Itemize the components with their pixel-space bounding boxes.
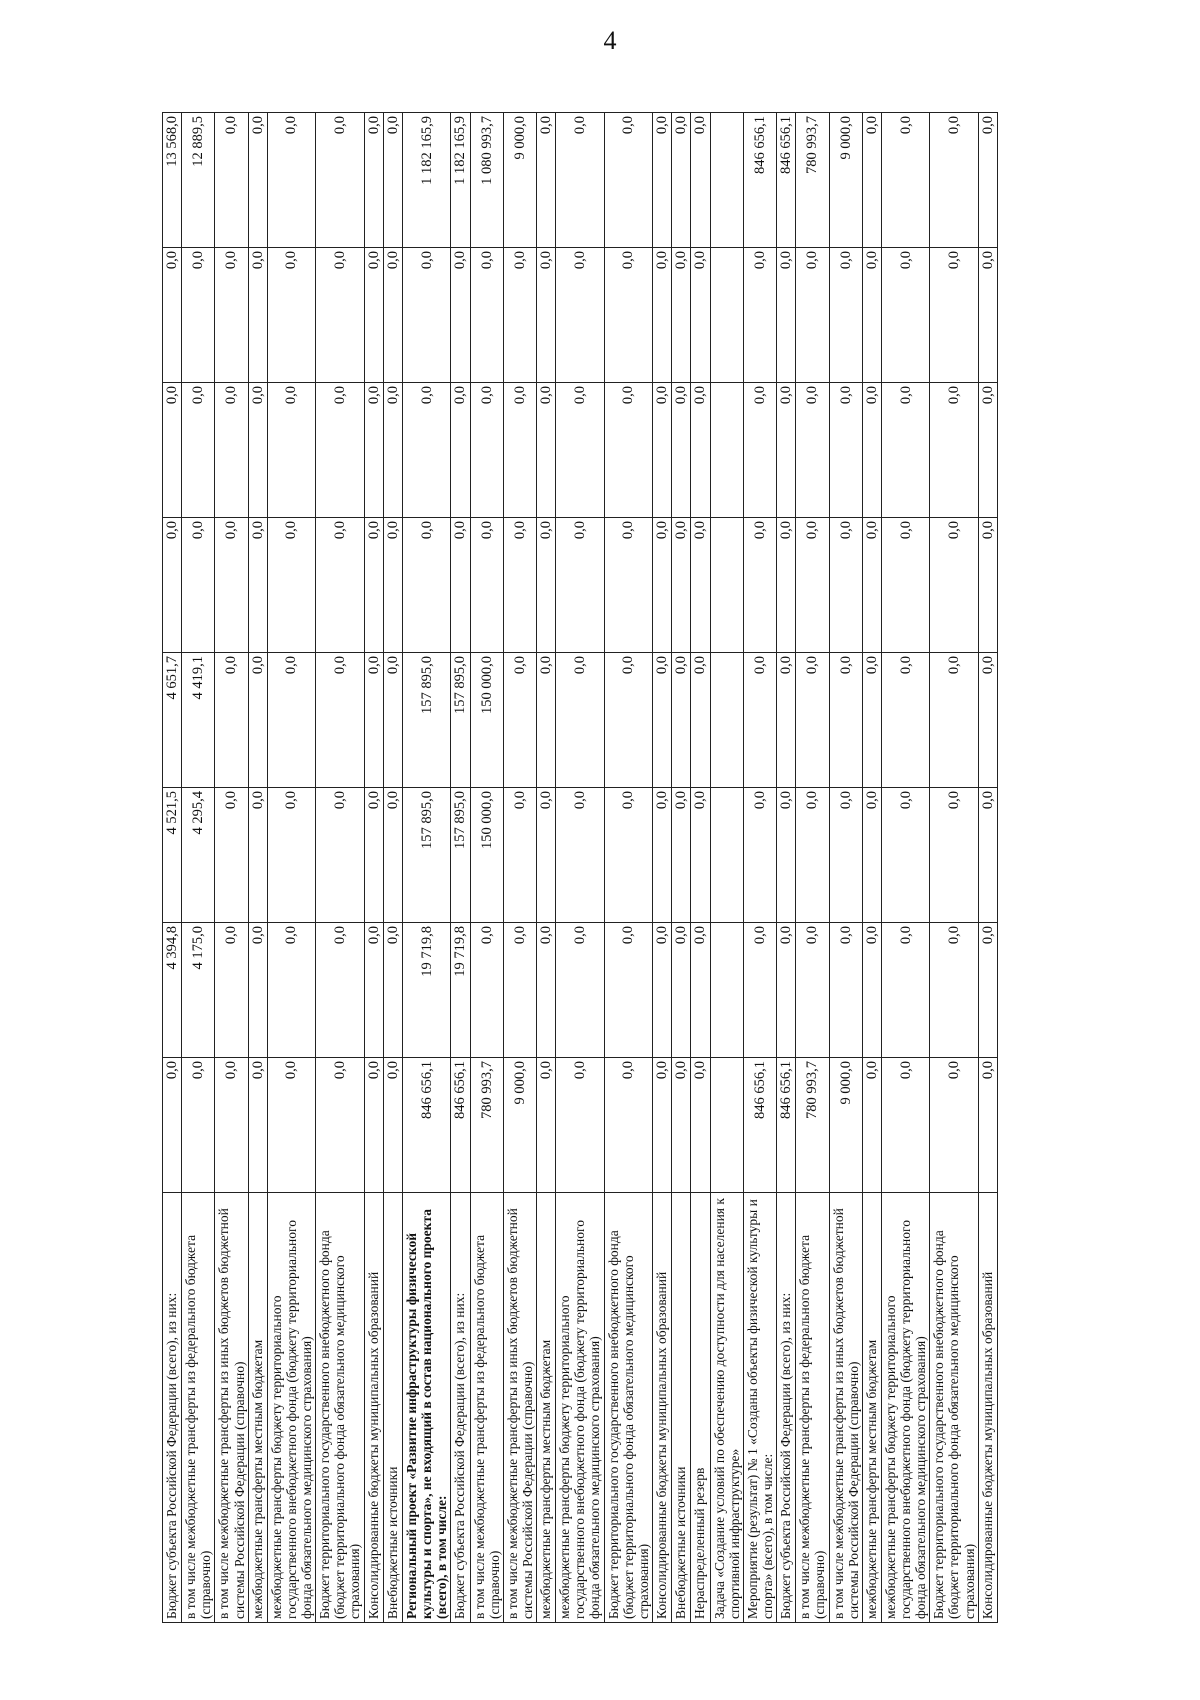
value-cell: 0,0	[364, 1058, 383, 1193]
value-cell: 0,0	[364, 788, 383, 923]
value-cell: 0,0	[182, 1058, 215, 1193]
value-cell	[710, 248, 743, 383]
value-cell: 0,0	[503, 923, 536, 1058]
row-label: межбюджетные трансферты местным бюджетам	[248, 1193, 267, 1623]
value-cell: 0,0	[215, 923, 248, 1058]
value-cell: 0,0	[215, 113, 248, 248]
row-label: Внебюджетные источники	[672, 1193, 691, 1623]
value-cell: 0,0	[215, 653, 248, 788]
table-row	[710, 113, 743, 1623]
value-cell: 0,0	[248, 923, 267, 1058]
value-cell: 0,0	[743, 248, 776, 383]
value-cell: 0,0	[604, 788, 652, 923]
value-cell: 0,0	[604, 383, 652, 518]
row-label: Региональный проект «Развитие инфраструктуры физической культуры и спорта», не входящий в состав национального проекта (всего), в том числе:	[403, 1193, 451, 1623]
value-cell: 0,0	[316, 383, 364, 518]
value-cell: 0,0	[652, 653, 671, 788]
value-cell: 0,0	[215, 1058, 248, 1193]
value-cell: 0,0	[537, 113, 556, 248]
value-cell: 0,0	[267, 383, 315, 518]
value-cell: 0,0	[364, 383, 383, 518]
value-cell: 0,0	[777, 518, 796, 653]
value-cell: 0,0	[163, 383, 182, 518]
value-cell: 0,0	[556, 113, 604, 248]
table-row	[672, 113, 691, 1623]
value-cell: 0,0	[691, 518, 710, 653]
value-cell	[710, 518, 743, 653]
value-cell: 0,0	[451, 518, 470, 653]
value-cell: 0,0	[796, 653, 829, 788]
value-cell: 0,0	[777, 788, 796, 923]
value-cell: 0,0	[862, 113, 881, 248]
value-cell: 0,0	[248, 383, 267, 518]
value-cell: 0,0	[777, 653, 796, 788]
table-row	[930, 113, 978, 1623]
value-cell: 0,0	[182, 383, 215, 518]
value-cell: 0,0	[930, 248, 978, 383]
value-cell: 0,0	[604, 923, 652, 1058]
table-row	[503, 113, 536, 1623]
value-cell: 0,0	[215, 248, 248, 383]
value-cell: 0,0	[364, 518, 383, 653]
value-cell	[710, 653, 743, 788]
value-cell: 0,0	[881, 248, 929, 383]
value-cell: 0,0	[829, 653, 862, 788]
value-cell: 780 993,7	[796, 113, 829, 248]
value-cell: 0,0	[691, 923, 710, 1058]
table-row	[862, 113, 881, 1623]
value-cell: 0,0	[862, 923, 881, 1058]
table-row	[267, 113, 315, 1623]
table-row	[537, 113, 556, 1623]
page-number: 4	[603, 26, 617, 55]
row-label: Мероприятие (результат) № 1 «Созданы объекты физической культуры и спорта» (всего), в том числе:	[743, 1193, 776, 1623]
value-cell: 0,0	[470, 518, 503, 653]
value-cell: 0,0	[215, 788, 248, 923]
value-cell: 0,0	[383, 248, 402, 383]
value-cell: 0,0	[862, 248, 881, 383]
row-label: в том числе межбюджетные трансферты из федерального бюджета (справочно)	[182, 1193, 215, 1623]
value-cell: 0,0	[470, 923, 503, 1058]
value-cell: 0,0	[403, 518, 451, 653]
row-label: в том числе межбюджетные трансферты из иных бюджетов бюджетной системы Российской Федерации (справочно)	[829, 1193, 862, 1623]
value-cell: 0,0	[248, 113, 267, 248]
value-cell: 4 295,4	[182, 788, 215, 923]
value-cell: 0,0	[403, 248, 451, 383]
value-cell: 0,0	[672, 1058, 691, 1193]
row-label: Внебюджетные источники	[383, 1193, 402, 1623]
row-label: в том числе межбюджетные трансферты из иных бюджетов бюджетной системы Российской Федерации (справочно)	[215, 1193, 248, 1623]
table-row	[364, 113, 383, 1623]
value-cell: 846 656,1	[743, 113, 776, 248]
value-cell: 12 889,5	[182, 113, 215, 248]
value-cell: 0,0	[537, 923, 556, 1058]
value-cell: 0,0	[451, 383, 470, 518]
value-cell: 0,0	[862, 653, 881, 788]
value-cell: 0,0	[672, 923, 691, 1058]
value-cell: 157 895,0	[403, 788, 451, 923]
value-cell: 4 394,8	[163, 923, 182, 1058]
value-cell: 0,0	[777, 923, 796, 1058]
row-label: Бюджет субъекта Российской Федерации (всего), из них:	[451, 1193, 470, 1623]
value-cell: 0,0	[652, 1058, 671, 1193]
value-cell: 0,0	[604, 518, 652, 653]
value-cell: 19 719,8	[451, 923, 470, 1058]
value-cell: 0,0	[672, 248, 691, 383]
table-row	[604, 113, 652, 1623]
value-cell: 9 000,0	[829, 1058, 862, 1193]
value-cell: 0,0	[652, 248, 671, 383]
value-cell: 0,0	[267, 923, 315, 1058]
value-cell: 0,0	[267, 113, 315, 248]
value-cell: 780 993,7	[470, 1058, 503, 1193]
value-cell: 9 000,0	[829, 113, 862, 248]
value-cell: 9 000,0	[503, 1058, 536, 1193]
value-cell: 0,0	[383, 518, 402, 653]
value-cell: 0,0	[930, 653, 978, 788]
value-cell: 0,0	[862, 518, 881, 653]
table-container	[162, 113, 1200, 1619]
value-cell: 0,0	[930, 923, 978, 1058]
value-cell: 0,0	[777, 383, 796, 518]
table-row	[248, 113, 267, 1623]
value-cell: 0,0	[930, 518, 978, 653]
value-cell: 0,0	[503, 653, 536, 788]
value-cell: 0,0	[743, 383, 776, 518]
budget-table	[162, 112, 998, 1623]
value-cell: 0,0	[248, 518, 267, 653]
value-cell: 4 651,7	[163, 653, 182, 788]
value-cell: 0,0	[556, 248, 604, 383]
value-cell: 0,0	[930, 113, 978, 248]
value-cell: 846 656,1	[743, 1058, 776, 1193]
value-cell: 0,0	[796, 923, 829, 1058]
value-cell: 0,0	[691, 1058, 710, 1193]
value-cell: 0,0	[862, 383, 881, 518]
value-cell: 0,0	[829, 383, 862, 518]
value-cell: 0,0	[978, 248, 997, 383]
value-cell: 0,0	[796, 248, 829, 383]
value-cell: 0,0	[316, 923, 364, 1058]
table-row	[215, 113, 248, 1623]
value-cell: 0,0	[503, 788, 536, 923]
value-cell: 0,0	[364, 248, 383, 383]
value-cell	[710, 923, 743, 1058]
value-cell: 157 895,0	[451, 788, 470, 923]
value-cell: 0,0	[267, 1058, 315, 1193]
value-cell: 0,0	[829, 518, 862, 653]
value-cell: 0,0	[364, 113, 383, 248]
table-row	[691, 113, 710, 1623]
row-label: Бюджет субъекта Российской Федерации (всего), из них:	[163, 1193, 182, 1623]
value-cell: 0,0	[978, 788, 997, 923]
value-cell: 0,0	[829, 923, 862, 1058]
value-cell	[710, 788, 743, 923]
value-cell: 0,0	[556, 518, 604, 653]
value-cell: 0,0	[672, 383, 691, 518]
value-cell: 0,0	[978, 383, 997, 518]
value-cell: 0,0	[691, 113, 710, 248]
table-row	[470, 113, 503, 1623]
value-cell: 0,0	[383, 923, 402, 1058]
table-row	[163, 113, 182, 1623]
value-cell: 846 656,1	[777, 1058, 796, 1193]
value-cell: 0,0	[743, 653, 776, 788]
value-cell: 0,0	[604, 653, 652, 788]
row-label: Консолидированные бюджеты муниципальных образований	[652, 1193, 671, 1623]
value-cell: 846 656,1	[403, 1058, 451, 1193]
value-cell: 0,0	[537, 248, 556, 383]
value-cell: 0,0	[652, 518, 671, 653]
value-cell: 0,0	[829, 788, 862, 923]
value-cell: 0,0	[556, 788, 604, 923]
value-cell: 0,0	[267, 248, 315, 383]
value-cell: 0,0	[537, 383, 556, 518]
value-cell: 0,0	[556, 1058, 604, 1193]
value-cell: 4 175,0	[182, 923, 215, 1058]
value-cell: 0,0	[978, 518, 997, 653]
value-cell: 0,0	[383, 113, 402, 248]
value-cell: 4 521,5	[163, 788, 182, 923]
value-cell: 0,0	[796, 383, 829, 518]
value-cell: 0,0	[163, 518, 182, 653]
value-cell: 0,0	[796, 518, 829, 653]
row-label: Консолидированные бюджеты муниципальных образований	[978, 1193, 997, 1623]
value-cell: 0,0	[267, 518, 315, 653]
value-cell: 0,0	[672, 653, 691, 788]
table-row	[881, 113, 929, 1623]
value-cell: 0,0	[604, 248, 652, 383]
value-cell: 0,0	[451, 248, 470, 383]
value-cell: 0,0	[881, 113, 929, 248]
value-cell: 0,0	[182, 248, 215, 383]
value-cell: 0,0	[862, 1058, 881, 1193]
value-cell: 0,0	[248, 1058, 267, 1193]
value-cell: 0,0	[316, 653, 364, 788]
table-row	[743, 113, 776, 1623]
table-row	[652, 113, 671, 1623]
table-row	[556, 113, 604, 1623]
table-body	[163, 113, 998, 1623]
table-row	[796, 113, 829, 1623]
value-cell: 0,0	[881, 923, 929, 1058]
value-cell: 0,0	[743, 788, 776, 923]
value-cell	[710, 383, 743, 518]
table-row	[829, 113, 862, 1623]
value-cell: 0,0	[267, 653, 315, 788]
row-label: межбюджетные трансферты местным бюджетам	[537, 1193, 556, 1623]
value-cell: 0,0	[383, 788, 402, 923]
value-cell: 0,0	[930, 1058, 978, 1193]
row-label: межбюджетные трансферты бюджету территориального государственного внебюджетного фонда (бюджету территориального фонда обязательного медицинского страхования)	[556, 1193, 604, 1623]
table-row	[182, 113, 215, 1623]
value-cell: 0,0	[316, 518, 364, 653]
value-cell: 0,0	[881, 518, 929, 653]
row-label: межбюджетные трансферты бюджету территориального государственного внебюджетного фонда (бюджету территориального фонда обязательного медицинского страхования)	[267, 1193, 315, 1623]
value-cell: 0,0	[470, 383, 503, 518]
row-label: Бюджет территориального государственного внебюджетного фонда (бюджет территориального фонда обязательного медицинского страхования)	[316, 1193, 364, 1623]
value-cell: 846 656,1	[451, 1058, 470, 1193]
value-cell: 0,0	[881, 788, 929, 923]
value-cell: 0,0	[248, 788, 267, 923]
row-label: Нераспределенный резерв	[691, 1193, 710, 1623]
value-cell: 0,0	[743, 518, 776, 653]
value-cell: 0,0	[556, 923, 604, 1058]
value-cell: 0,0	[691, 788, 710, 923]
value-cell: 0,0	[796, 788, 829, 923]
row-label: Бюджет субъекта Российской Федерации (всего), из них:	[777, 1193, 796, 1623]
rotated-table-area	[162, 113, 1200, 1623]
value-cell: 0,0	[556, 653, 604, 788]
row-label: межбюджетные трансферты местным бюджетам	[862, 1193, 881, 1623]
value-cell: 0,0	[556, 383, 604, 518]
value-cell: 0,0	[403, 383, 451, 518]
value-cell: 0,0	[829, 248, 862, 383]
value-cell: 0,0	[691, 383, 710, 518]
value-cell: 0,0	[881, 653, 929, 788]
value-cell: 0,0	[503, 518, 536, 653]
value-cell: 0,0	[978, 923, 997, 1058]
value-cell: 0,0	[978, 1058, 997, 1193]
value-cell: 0,0	[503, 248, 536, 383]
value-cell: 0,0	[383, 383, 402, 518]
value-cell: 0,0	[862, 788, 881, 923]
value-cell: 0,0	[978, 653, 997, 788]
value-cell: 0,0	[691, 248, 710, 383]
row-label: в том числе межбюджетные трансферты из федерального бюджета (справочно)	[470, 1193, 503, 1623]
value-cell: 0,0	[930, 383, 978, 518]
value-cell: 0,0	[652, 383, 671, 518]
table-row	[451, 113, 470, 1623]
value-cell: 780 993,7	[796, 1058, 829, 1193]
value-cell: 0,0	[777, 248, 796, 383]
value-cell: 0,0	[316, 248, 364, 383]
table-row	[316, 113, 364, 1623]
value-cell: 0,0	[248, 653, 267, 788]
value-cell: 0,0	[537, 518, 556, 653]
value-cell: 157 895,0	[403, 653, 451, 788]
value-cell: 0,0	[364, 923, 383, 1058]
row-label: Задача «Создание условий по обеспечению доступности для населения к спортивной инфраструктуре»	[710, 1193, 743, 1623]
value-cell: 4 419,1	[182, 653, 215, 788]
value-cell: 0,0	[316, 113, 364, 248]
table-row	[978, 113, 997, 1623]
row-label: межбюджетные трансферты бюджету территориального государственного внебюджетного фонда (бюджету территориального фонда обязательного медицинского страхования)	[881, 1193, 929, 1623]
value-cell: 1 182 165,9	[403, 113, 451, 248]
table-row	[403, 113, 451, 1623]
value-cell: 0,0	[652, 923, 671, 1058]
row-label: Бюджет территориального государственного внебюджетного фонда (бюджет территориального фонда обязательного медицинского страхования)	[930, 1193, 978, 1623]
value-cell: 0,0	[248, 248, 267, 383]
table-row	[383, 113, 402, 1623]
value-cell: 0,0	[316, 788, 364, 923]
value-cell: 0,0	[537, 788, 556, 923]
row-label: в том числе межбюджетные трансферты из иных бюджетов бюджетной системы Российской Федерации (справочно)	[503, 1193, 536, 1623]
value-cell: 0,0	[881, 383, 929, 518]
value-cell: 0,0	[383, 1058, 402, 1193]
value-cell: 0,0	[537, 653, 556, 788]
value-cell: 0,0	[215, 518, 248, 653]
value-cell: 150 000,0	[470, 653, 503, 788]
value-cell: 157 895,0	[451, 653, 470, 788]
value-cell: 13 568,0	[163, 113, 182, 248]
value-cell: 0,0	[743, 923, 776, 1058]
value-cell: 0,0	[978, 113, 997, 248]
table-row	[777, 113, 796, 1623]
value-cell: 0,0	[267, 788, 315, 923]
value-cell: 0,0	[182, 518, 215, 653]
value-cell: 0,0	[930, 788, 978, 923]
row-label: Консолидированные бюджеты муниципальных образований	[364, 1193, 383, 1623]
value-cell: 1 182 165,9	[451, 113, 470, 248]
value-cell: 0,0	[470, 248, 503, 383]
value-cell: 0,0	[604, 1058, 652, 1193]
value-cell: 0,0	[672, 518, 691, 653]
value-cell: 0,0	[652, 113, 671, 248]
value-cell: 0,0	[215, 383, 248, 518]
row-label: в том числе межбюджетные трансферты из федерального бюджета (справочно)	[796, 1193, 829, 1623]
value-cell: 0,0	[364, 653, 383, 788]
value-cell: 150 000,0	[470, 788, 503, 923]
value-cell: 0,0	[383, 653, 402, 788]
value-cell: 19 719,8	[403, 923, 451, 1058]
value-cell	[710, 113, 743, 248]
value-cell	[710, 1058, 743, 1193]
value-cell: 0,0	[672, 788, 691, 923]
value-cell: 0,0	[537, 1058, 556, 1193]
value-cell: 0,0	[163, 248, 182, 383]
value-cell: 1 080 993,7	[470, 113, 503, 248]
value-cell: 0,0	[691, 653, 710, 788]
value-cell: 0,0	[881, 1058, 929, 1193]
value-cell: 0,0	[163, 1058, 182, 1193]
value-cell: 0,0	[672, 113, 691, 248]
row-label: Бюджет территориального государственного внебюджетного фонда (бюджет территориального фонда обязательного медицинского страхования)	[604, 1193, 652, 1623]
value-cell: 0,0	[316, 1058, 364, 1193]
value-cell: 9 000,0	[503, 113, 536, 248]
value-cell: 0,0	[503, 383, 536, 518]
value-cell: 846 656,1	[777, 113, 796, 248]
value-cell: 0,0	[652, 788, 671, 923]
value-cell: 0,0	[604, 113, 652, 248]
